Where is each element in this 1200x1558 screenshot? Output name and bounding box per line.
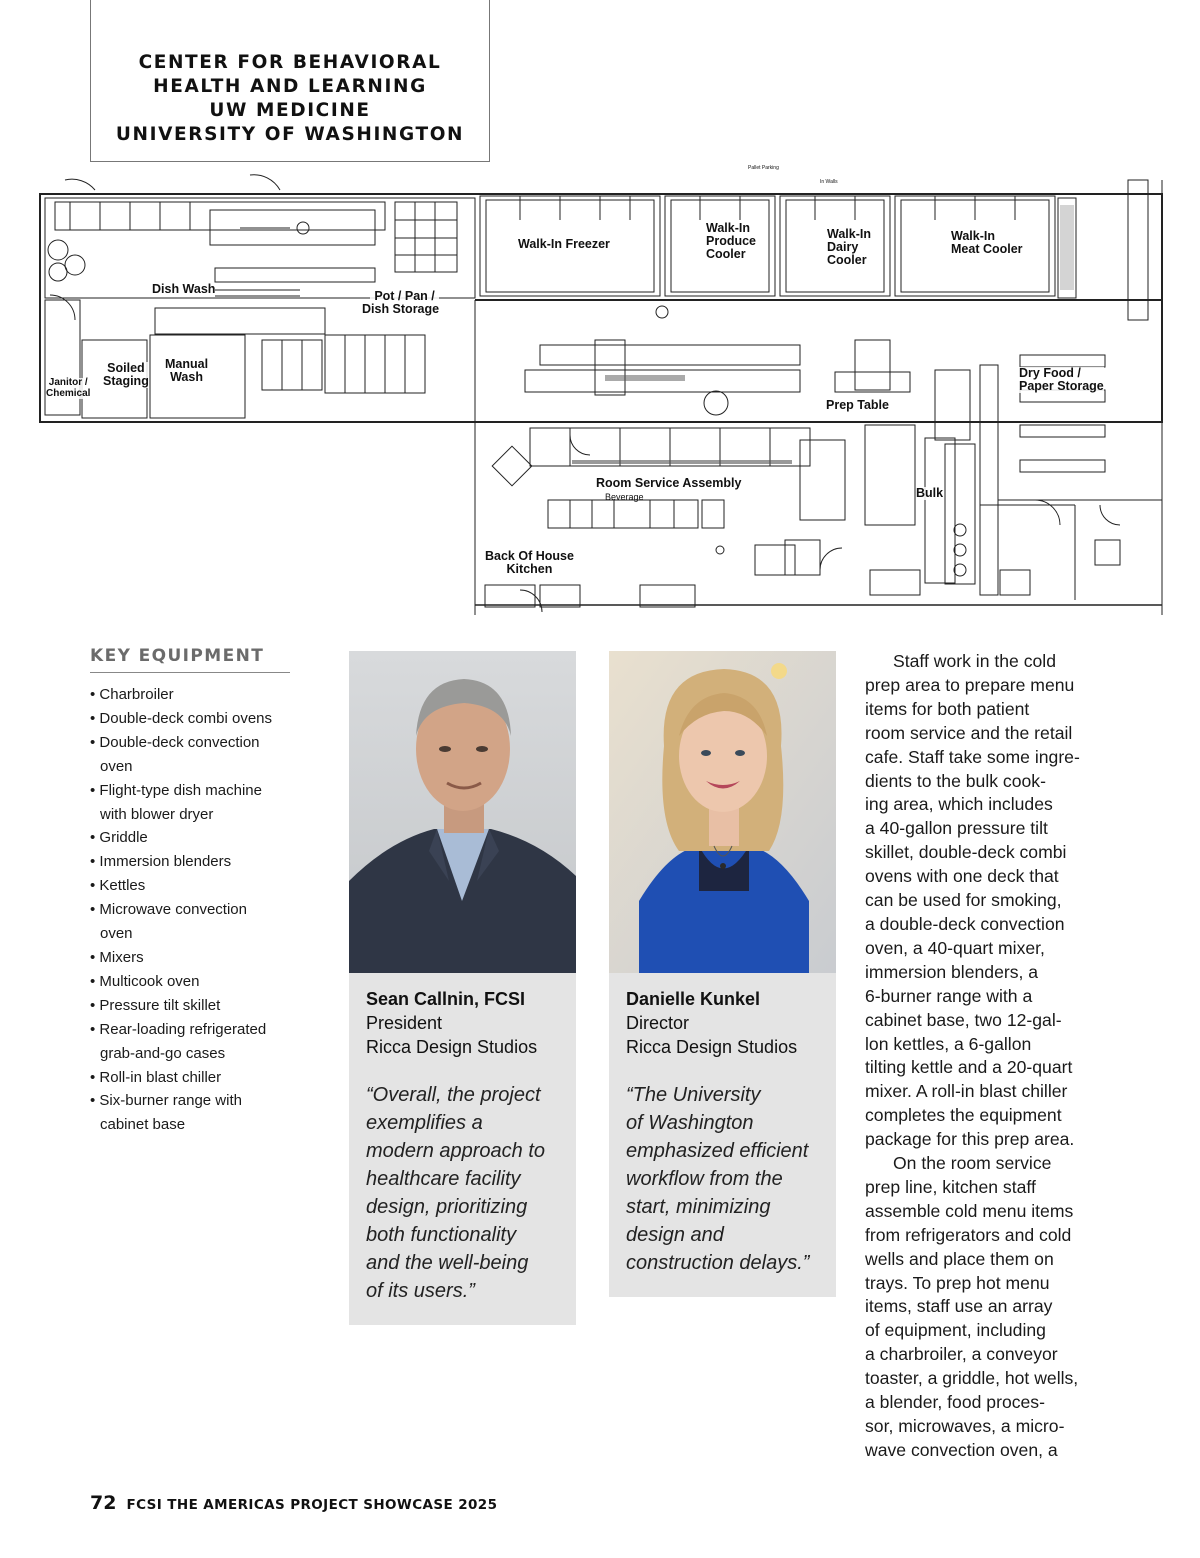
body-text-line: cafe. Staff take some ingre-: [865, 746, 1080, 767]
equipment-item: • Multicook oven: [90, 972, 200, 990]
plan-label-walk-in-dairy-cooler: [827, 228, 871, 267]
kitchen-floor-plan: [0, 160, 1200, 620]
bio-company: Ricca Design Studios: [626, 1037, 798, 1057]
equipment-item: • Charbroiler: [90, 686, 174, 703]
portrait-woman-illustration: [609, 651, 836, 973]
bio-text: [609, 973, 836, 1297]
body-text-line: toaster, a griddle, hot wells,: [865, 1368, 1079, 1389]
equipment-item: • Six-burner range with: [90, 1092, 242, 1110]
plan-label-line: Dry Food /: [1019, 366, 1081, 380]
quote-line: “Overall, the project: [366, 1084, 541, 1106]
plan-label-pot-pan-dish-storage: [362, 289, 440, 317]
body-text-line: ovens with one deck that: [865, 866, 1059, 887]
equipment-item: cabinet base: [100, 1116, 186, 1134]
body-text-line: 6-burner range with a: [865, 985, 1033, 1006]
quote-line: healthcare facility: [366, 1168, 521, 1190]
quote-line: start, minimizing: [626, 1196, 771, 1218]
portrait-photo: [609, 651, 836, 973]
plan-label-line: Chemical: [46, 387, 91, 399]
equipment-item: with blower dryer: [100, 805, 214, 823]
plan-label-line: Janitor /: [48, 377, 88, 388]
plan-label-line: Walk-In: [827, 227, 871, 241]
plan-label-line: Manual: [165, 357, 209, 371]
equipment-item: • Mixers: [90, 948, 144, 966]
body-text-line: from refrigerators and cold: [865, 1224, 1072, 1245]
body-text-line: immersion blenders, a: [865, 961, 1039, 982]
plan-label-dish-wash: Dish Wash: [152, 282, 216, 296]
plan-label-manual-wash: [165, 358, 208, 384]
quote-line: design, prioritizing: [366, 1196, 528, 1218]
bio-card-danielle-kunkel: [609, 651, 836, 1297]
quote-line: design and: [626, 1224, 724, 1246]
key-equipment-sidebar: [90, 646, 290, 1137]
plan-label-line: Meat Cooler: [951, 242, 1023, 257]
plan-label-line: Pot / Pan /: [374, 289, 435, 303]
quote-line: exemplifies a: [366, 1112, 483, 1134]
body-text-line: package for this prep area.: [865, 1129, 1075, 1150]
plan-label-pallet-parking: Pallet Parking: [748, 165, 779, 171]
quote-line: emphasized efficient: [626, 1140, 809, 1162]
quote-line: construction delays.”: [626, 1252, 810, 1274]
plan-label-beverage: Beverage: [605, 492, 644, 502]
body-text-line: can be used for smoking,: [865, 890, 1062, 911]
key-equipment-heading: KEY EQUIPMENT: [90, 646, 290, 673]
equipment-item: • Flight-type dish machine: [90, 781, 262, 799]
project-title-block: [90, 0, 490, 162]
publication-name: FCSI THE AMERICAS PROJECT SHOWCASE 2025: [126, 1497, 498, 1513]
plan-label-walk-in-freezer: Walk-In Freezer: [518, 237, 610, 251]
portrait-photo: [349, 651, 576, 973]
body-text-line: a charbroiler, a conveyor: [865, 1344, 1058, 1365]
quote-line: and the well-being: [366, 1252, 529, 1274]
equipment-item: grab-and-go cases: [100, 1044, 226, 1062]
plan-label-back-of-house-kitchen: [485, 550, 574, 576]
quote-line: of its users.”: [366, 1280, 475, 1302]
plan-label-line: Dairy: [827, 240, 859, 255]
equipment-item: • Kettles: [90, 877, 146, 895]
bio-name: Danielle Kunkel: [626, 989, 761, 1009]
portrait-man-illustration: [349, 651, 576, 973]
plan-label-line: Wash: [170, 370, 203, 385]
plan-label-soiled-staging: [103, 362, 149, 388]
equipment-item: • Microwave convection: [90, 901, 247, 919]
body-text-line: prep line, kitchen staff: [865, 1176, 1036, 1197]
plan-label-in-walls: In Walls: [820, 179, 838, 185]
body-text-line: dients to the bulk cook-: [865, 770, 1046, 791]
body-text-line: wave convection oven, a: [865, 1439, 1058, 1460]
plan-label-line: Dish Storage: [362, 302, 440, 317]
body-text-line: prep area to prepare menu: [865, 674, 1075, 695]
title-line: UW MEDICINE: [209, 100, 371, 121]
body-text-line: trays. To prep hot menu: [865, 1272, 1050, 1293]
plan-label-janitor-chemical: [46, 378, 90, 399]
equipment-item: • Immersion blenders: [90, 853, 232, 871]
plan-label-line: Cooler: [827, 253, 867, 268]
body-text-line: wells and place them on: [865, 1248, 1054, 1269]
equipment-item: • Rear-loading refrigerated: [90, 1020, 267, 1038]
equipment-item: • Griddle: [90, 829, 148, 847]
body-text-line: items for both patient: [865, 698, 1030, 719]
body-text-line: a double-deck convection: [865, 913, 1065, 934]
plan-label-line: Paper Storage: [1019, 379, 1104, 394]
plan-label-line: Kitchen: [506, 562, 553, 577]
body-text-line: a 40-gallon pressure tilt: [865, 818, 1048, 839]
plan-label-bulk: Bulk: [916, 486, 944, 500]
bio-title: Director: [626, 1013, 690, 1033]
bio-card-sean-callnin: [349, 651, 576, 1325]
equipment-item: • Roll-in blast chiller: [90, 1068, 222, 1086]
title-line: UNIVERSITY OF WASHINGTON: [115, 124, 465, 145]
equipment-item: • Double-deck convection: [90, 733, 260, 751]
body-text-line: completes the equipment: [865, 1105, 1062, 1126]
plan-label-line: Back Of House: [485, 549, 574, 563]
body-text-line: sor, microwaves, a micro-: [865, 1416, 1065, 1436]
plan-label-line: Cooler: [706, 247, 746, 262]
body-text-line: tilting kettle and a 20-quart: [865, 1057, 1073, 1078]
quote-line: modern approach to: [366, 1140, 546, 1162]
quote-line: of Washington: [626, 1112, 754, 1134]
page-footer: [90, 1492, 497, 1514]
plan-label-prep-table: Prep Table: [826, 398, 889, 412]
body-text-line: lon kettles, a 6-gallon: [865, 1033, 1032, 1054]
body-text-line: cabinet base, two 12-gal-: [865, 1009, 1062, 1030]
plan-label-walk-in-meat-cooler: [951, 230, 1023, 256]
bio-title: President: [366, 1013, 443, 1033]
quote-line: both functionality: [366, 1224, 517, 1246]
page-number: 72: [90, 1492, 117, 1514]
body-text-line: On the room service: [893, 1153, 1052, 1174]
quote-line: “The University: [626, 1084, 761, 1106]
title-line: CENTER FOR BEHAVIORAL: [138, 52, 442, 73]
equipment-item: oven: [100, 925, 133, 943]
bio-name: Sean Callnin, FCSI: [366, 989, 526, 1009]
equipment-item: • Double-deck combi ovens: [90, 709, 273, 727]
bio-text: [349, 973, 576, 1325]
body-text-line: items, staff use an array: [865, 1296, 1053, 1317]
pull-quote: [366, 1081, 560, 1305]
body-text-line: mixer. A roll-in blast chiller: [865, 1081, 1068, 1102]
plan-label-line: Staging: [103, 374, 149, 389]
plan-label-line: Produce: [706, 234, 757, 249]
plan-label-room-service-assembly: Room Service Assembly: [596, 476, 742, 490]
body-text-line: oven, a 40-quart mixer,: [865, 937, 1045, 958]
body-text-line: ing area, which includes: [865, 794, 1053, 815]
body-text-line: assemble cold menu items: [865, 1200, 1074, 1221]
body-text-line: a blender, food proces-: [865, 1392, 1045, 1413]
plan-label-line: Soiled: [107, 361, 145, 375]
pull-quote: [626, 1081, 820, 1277]
equipment-item: oven: [100, 757, 133, 775]
key-equipment-list: [90, 683, 290, 1137]
plan-label-line: Walk-In: [951, 229, 995, 243]
title-line: HEALTH AND LEARNING: [153, 76, 427, 97]
plan-label-line: Walk-In: [706, 221, 750, 235]
plan-label-dry-food-paper-storage: [1019, 367, 1104, 393]
equipment-item: • Pressure tilt skillet: [90, 996, 221, 1014]
article-paragraph: [865, 650, 1110, 1463]
body-text-line: Staff work in the cold: [893, 651, 1056, 671]
bio-company: Ricca Design Studios: [366, 1037, 538, 1057]
quote-line: workflow from the: [626, 1168, 783, 1190]
body-text-line: room service and the retail: [865, 722, 1073, 743]
plan-label-walk-in-produce-cooler: [706, 222, 756, 261]
article-body-column: [865, 650, 1110, 1463]
body-text-line: skillet, double-deck combi: [865, 842, 1067, 863]
body-text-line: of equipment, including: [865, 1320, 1046, 1341]
